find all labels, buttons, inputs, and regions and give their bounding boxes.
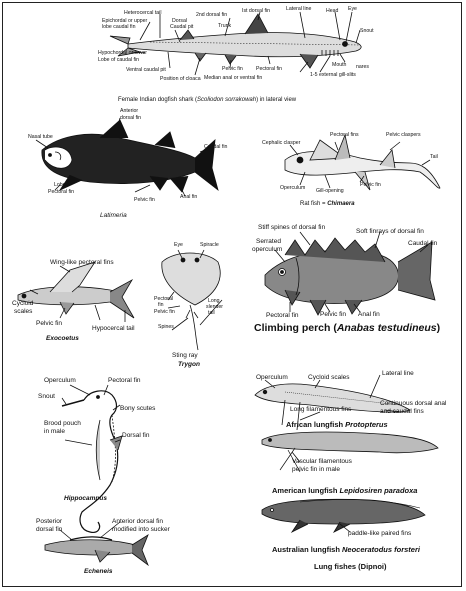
lat-label-pectoral-fin: Pectoral fin [48,189,74,195]
proto-label-cycloid-scales: Cycloid scales [308,374,350,381]
tryg-label-long: Long [208,298,220,304]
anabas-caption-prefix: Climbing perch ( [254,322,337,334]
protopterus-caption-species: Protopterus [345,420,388,429]
hippo-label-pectoral-fin: Pectoral fin [108,377,141,384]
neoceratodus-drawing [262,499,425,532]
label-median-anal: Median anal or ventral fin [204,75,263,81]
anab-label-serrated: Serrated [256,238,281,245]
exo-label-wing-like: Wing-like pectoral fins [50,259,114,266]
chim-label-pelvic-claspers: Pelvic claspers [386,132,421,138]
label-caudal-pit: Caudal pit [170,24,194,30]
tryg-label-spiracle: Spiracle [200,242,219,248]
tryg-label-fin: fin [158,302,164,308]
hippo-label-operculum: Operculum [44,377,76,384]
label-second-dorsal: 2nd dorsal fin [196,12,228,18]
shark-caption-prefix: Female Indian dogfish shark ( [118,97,198,103]
lepidosiren-caption-species: Lepidosiren paradoxa [339,486,418,495]
tryg-label-eye: Eye [174,242,183,248]
protopterus-caption [286,420,388,429]
neoceratodus-caption-species: Neoceratodus forsteri [342,545,420,554]
label-dorsal: Dorsal [172,18,187,24]
anab-label-anal-fin: Anal fin [358,311,380,318]
tryg-label-pectoral: Pectoral [154,296,174,302]
label-ventral-caudal-pit: Ventral caudal pit [126,67,166,73]
label-eye: Eye [348,6,357,12]
hippocampus-drawing [62,385,122,532]
label-lobe-caudal: lobe caudal fin [102,24,136,30]
lat-label-nasal-tube: Nasal tube [28,134,53,140]
label-position-cloaca: Position of cloaca [160,76,201,82]
echen-label-modified: modified into sucker [112,526,170,533]
exo-label-pelvic-fin: Pelvic fin [36,320,63,327]
anab-label-caudal-fin: Caudal fin [408,240,438,247]
exo-label-hypocercal: Hypocercal tail [92,325,135,332]
label-lobe-caudal-2: Lobe of caudal fin [98,57,139,63]
lepidosiren-caption [272,486,417,495]
tryg-label-spines: Spines [158,324,174,330]
anab-label-operculum: operculum [252,246,283,253]
label-hypochordal: Hypochordal or lower [98,50,148,56]
proto-label-operculum: Operculum [256,374,288,381]
echeneis-caption: Echeneis [84,568,113,575]
anab-label-pectoral-fin: Pectoral fin [266,312,299,319]
label-nares: nares [356,64,369,70]
shark-caption-species: Scoliodon sorrakowah [197,97,257,103]
neoceratodus-caption [272,545,420,554]
lat-label-lobed: Lobed [54,182,69,188]
chim-label-operculum: Operculum [280,185,306,191]
anab-label-soft-finrays: Soft finrays of dorsal fin [356,228,424,235]
shark-caption [118,96,296,104]
anab-label-stiff-spines: Stiff spines of dorsal fin [258,224,326,231]
exocoetus-drawing [18,262,134,322]
lung-fishes-footer: Lung fishes (Dipnoi) [314,562,387,571]
label-pectoral-fin: Pectoral fin [256,66,282,72]
shark-caption-suffix: ) in lateral view [256,97,297,103]
hippo-label-dorsal-fin: Dorsal fin [122,432,150,439]
proto-label-and-caudal: and caudal fins [380,408,424,415]
label-pelvic-fin: Pelvic fin [222,66,243,72]
anabas-caption [254,322,440,334]
proto-label-continuous: Continuous dorsal anal [380,400,447,407]
protopterus-caption-prefix: African lungfish [286,420,346,429]
label-trunk: Trunk [218,23,232,29]
label-head: Head [326,8,339,14]
anabas-caption-suffix: ) [436,322,441,334]
label-first-dorsal: Ist dorsal fin [242,8,270,14]
latimeria-caption: Latimeria [100,212,127,219]
lat-label-dorsal-fin: dorsal fin [120,115,142,121]
neo-label-paddle: paddle-like paired fins [348,530,412,537]
label-heterocercal-tail: Heterocercal tail [124,10,162,16]
hippo-label-brood-pouch: Brood pouch [44,420,81,427]
lepidosiren-drawing [262,432,438,472]
hippocampus-caption: Hippocampus [64,495,107,502]
chim-label-pectoral: Pectoral fins [330,132,359,138]
tryg-label-tail: tail [208,310,215,316]
lepidosiren-caption-prefix: American lungfish [272,486,340,495]
chim-label-tail: Tail [430,154,438,160]
lat-label-pelvic-fin: Pelvic fin [134,197,155,203]
lat-label-caudal-fin: Caudal fin [204,144,228,150]
lat-label-anterior: Anterior [120,108,139,114]
chim-label-pelvic-fin: Pelvic fin [360,182,381,188]
lepid-label-vascular: Vascular filamentous [292,458,352,465]
chim-label-gill-opening: Gill-opening [316,188,344,194]
chimaera-caption [300,200,355,208]
hippo-label-bony-scutes: Bony scutes [120,405,156,412]
exocoetus-caption: Exocoetus [46,335,79,342]
label-lateral-line: Lateral line [286,6,312,12]
tryg-label-slender: slender [206,304,224,310]
proto-label-lateral-line: Lateral line [382,370,414,377]
hippo-label-snout: Snout [38,393,55,400]
echen-label-dorsal-fin: dorsal fin [36,526,63,533]
chimaera-caption-species: Chimaera [327,201,355,207]
echen-label-posterior: Posterior [36,518,63,525]
exo-label-cycloid: Cycloid [12,300,34,307]
label-gill-slits: 1-5 external gill-slits [310,72,356,78]
exo-label-scales: scales [14,308,33,315]
echen-label-anterior-dorsal: Anterior dorsal fin [112,518,163,525]
hippo-label-in-male: in male [44,428,65,435]
lepid-label-pelvic-male: pelvic fin in male [292,466,341,473]
anabas-caption-species: Anabas testudineus [336,322,437,334]
chimaera-caption-prefix: Rat fish = [300,201,328,207]
label-snout: Snout [360,28,374,34]
chim-label-cephalic: Cephalic clasper [262,140,301,146]
lat-label-anal-fin: Anal fin [180,194,198,200]
label-mouth: Mouth [332,62,347,68]
anab-label-pelvic-fin: Pelvic fin [320,311,347,318]
label-epichordal: Epichordal or upper [102,18,148,24]
trygon-caption-2: Trygon [178,361,200,368]
proto-label-long-filamentous: Long filamentous fins [290,406,352,413]
tryg-label-pelvic-fin: Pelvic fin [154,309,175,315]
trygon-caption-1: Sting ray [172,352,198,359]
neoceratodus-caption-prefix: Australian lungfish [272,545,343,554]
